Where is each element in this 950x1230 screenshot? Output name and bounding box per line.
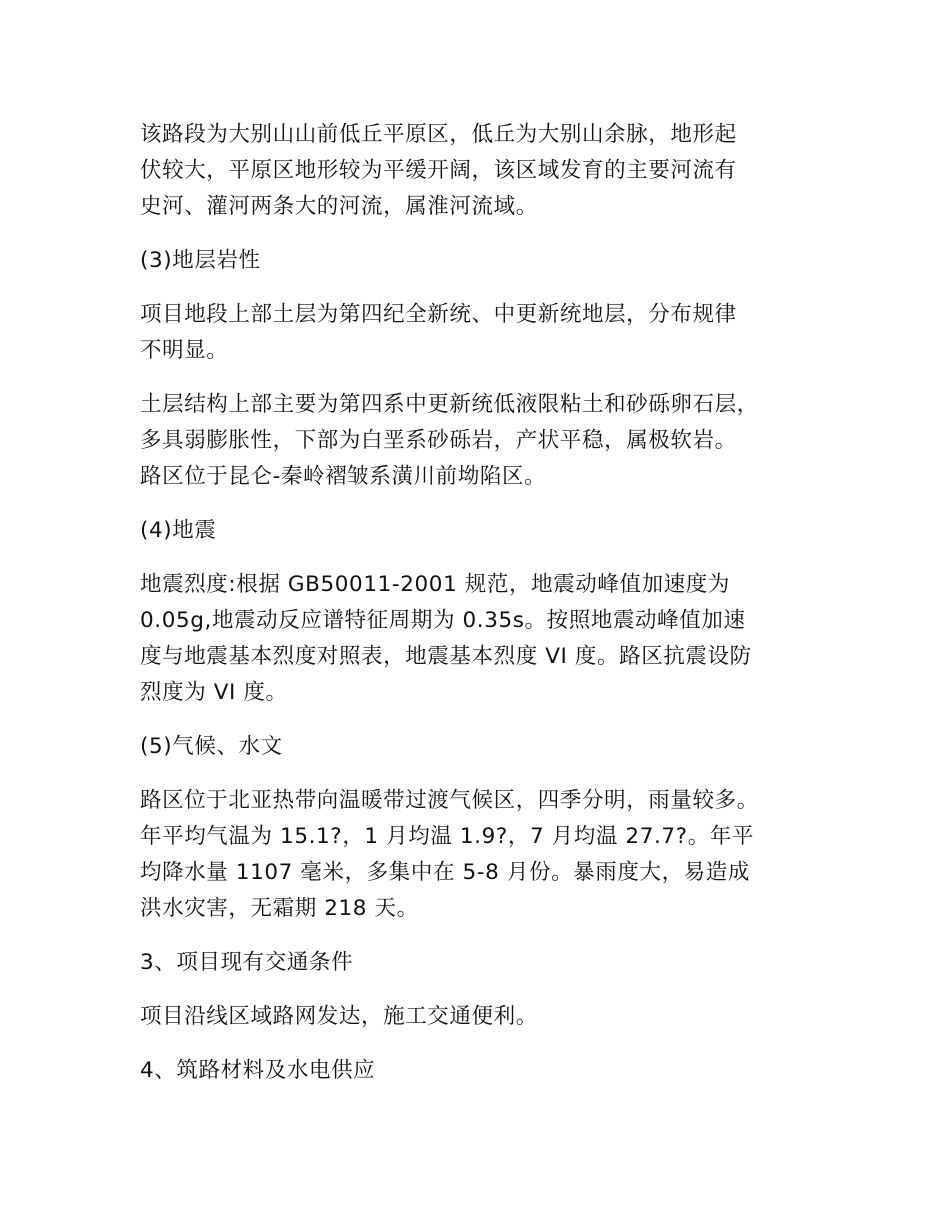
paragraph-traffic: 项目沿线区域路网发达，施工交通便利。 bbox=[140, 1004, 538, 1029]
document-body bbox=[140, 117, 820, 1107]
paragraph-terrain: 该路段为大别山山前低丘平原区，低丘为大别山余脉，地形起 伏较大，平原区地形较为平缓开阔，该区域发育的主要河流有 史河、灌河两条大的河流，属淮河流域。 bbox=[140, 122, 737, 219]
paragraph-stratum-upper: 项目地段上部土层为第四纪全新统、中更新统地层，分布规律 不明显。 bbox=[140, 302, 737, 363]
heading-materials-supply: 4、筑路材料及水电供应 bbox=[140, 1058, 376, 1083]
paragraph-soil-structure: 土层结构上部主要为第四系中更新统低液限粘土和砂砾卵石层， 多具弱膨胀性，下部为白垩系砂砾岩，产状平稳，属极软岩。 路区位于昆仑-秦岭褶皱系潢川前坳陷区。 bbox=[140, 392, 759, 489]
paragraph-climate: 路区位于北亚热带向温暖带过渡气候区，四季分明，雨量较多。 年平均气温为 15.1?，1 月均温 1.9?，7 月均温 27.7?。年平 均降水量 1107 毫米，多集中在 5-8 月份。暴雨度大，易造成 洪水灾害，无霜期 218 天。 bbox=[140, 788, 759, 921]
heading-stratum-lithology: (3)地层岩性 bbox=[140, 248, 261, 273]
heading-traffic-conditions: 3、项目现有交通条件 bbox=[140, 950, 354, 975]
paragraph-seismic-intensity: 地震烈度:根据 GB50011-2001 规范，地震动峰值加速度为 0.05g,地震动反应谱特征周期为 0.35s。按照地震动峰值加速 度与地震基本烈度对照表，地震基本烈度 VI 度。路区抗震设防 烈度为 VI 度。 bbox=[140, 572, 752, 705]
heading-earthquake: (4)地震 bbox=[140, 518, 217, 543]
heading-climate-hydrology: (5)气候、水文 bbox=[140, 734, 283, 759]
